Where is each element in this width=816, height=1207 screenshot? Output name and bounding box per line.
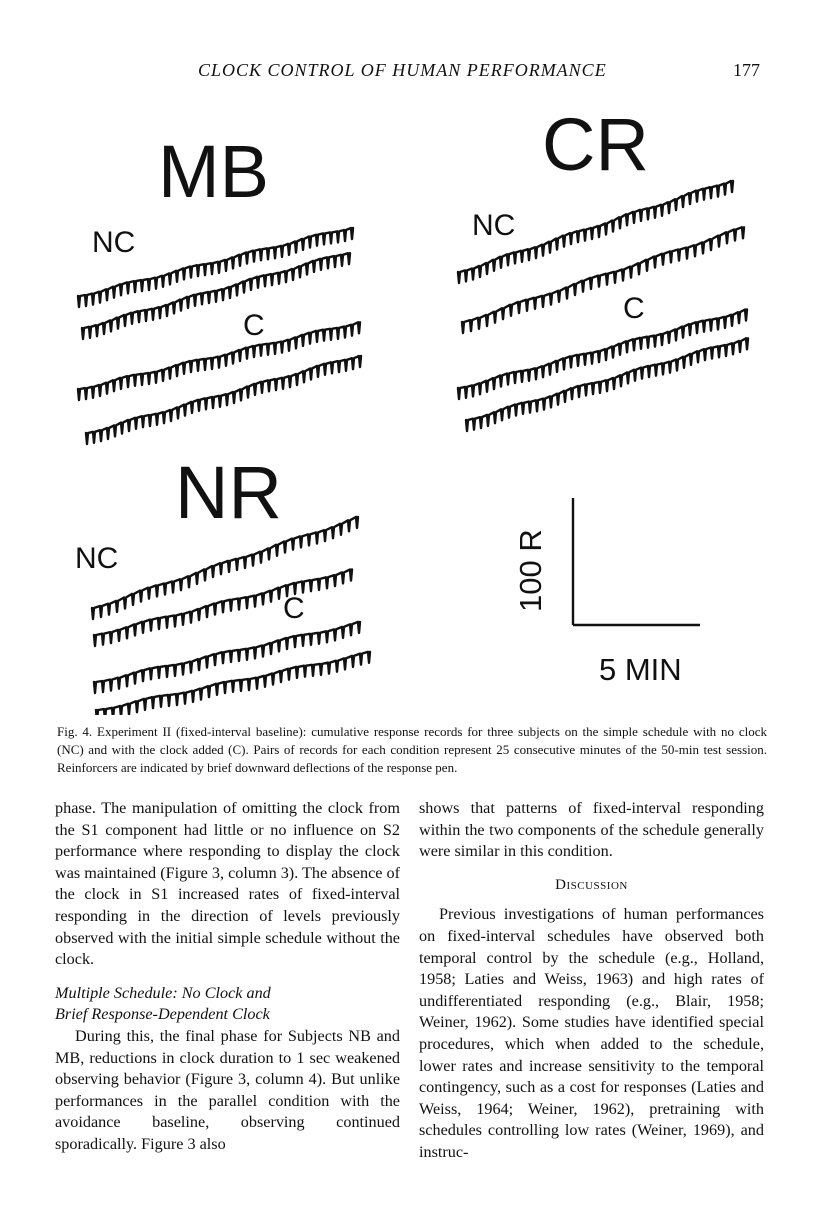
- scale-vertical-label: 100 R: [513, 529, 548, 612]
- mb-c-record-1: [78, 322, 360, 400]
- running-head: [0, 60, 816, 86]
- mb-nc-label: NC: [92, 226, 136, 259]
- right-paragraph-2: Previous investigations of human performances on fixed-interval schedules have observed both temporal control by the schedule (e.g., Holland, 1958; Laties and Weiss, 1963) and high rates of undifferentiated responding (e.g., Blair, 1958; Weiner, 1962). Some studies have identified special procedures, which when added to the schedule, lower rates and increase sensitivity to the temporal contingency, such as a cost for responses (Laties and Weiss, 1964; Weiner, 1962), pretraining with schedules controlling low rates (Weiner, 1969), and instruc-: [419, 905, 764, 1161]
- running-title: CLOCK CONTROL OF HUMAN PERFORMANCE: [198, 60, 607, 80]
- cumulative-records: [78, 181, 748, 715]
- left-column: [55, 798, 400, 1156]
- scale-horizontal-label: 5 MIN: [599, 652, 682, 687]
- nr-c-label: C: [283, 592, 305, 625]
- cr-nc-label: NC: [472, 209, 516, 242]
- panel-label-nr: NR: [175, 451, 282, 534]
- left-paragraph-2: During this, the final phase for Subjects NB and MB, reductions in clock duration to 1 sec weakened observing behavior (Figure 3, column 4). But unlike performances in the parallel condition with the avoidance baseline, observing continued sporadically. Figure 3 also: [55, 1026, 400, 1153]
- right-paragraph-1: shows that patterns of fixed-interval responding within the two components of the schedule generally were similar in this condition.: [419, 799, 764, 861]
- nr-nc-label: NC: [75, 542, 119, 575]
- page-number: 177: [733, 60, 760, 80]
- mb-c-label: C: [243, 309, 265, 342]
- mb-c-record-2: [86, 356, 361, 444]
- section-heading-discussion: Discussion: [555, 876, 628, 893]
- left-paragraph-1: phase. The manipulation of omitting the clock from the S1 component had little or no influence on S2 performance where responding to display the clock was maintained (Figure 3, column 3). The absence of the clock in S1 increased rates of fixed-interval responding in the direction of levels previously observed with the initial simple schedule without the clock.: [55, 799, 400, 969]
- right-column: [419, 798, 764, 1164]
- cr-nc-record-2: [462, 227, 744, 333]
- nr-c-record-2: [96, 652, 370, 715]
- cr-c-label: C: [623, 292, 645, 325]
- subsection-heading-line-1: Multiple Schedule: No Clock and: [55, 983, 271, 1002]
- panel-label-mb: MB: [158, 130, 269, 213]
- subsection-heading-line-2: Brief Response-Dependent Clock: [55, 1005, 270, 1024]
- figure-4: [0, 100, 816, 715]
- panel-label-cr: CR: [542, 103, 649, 186]
- figure-caption: Fig. 4. Experiment II (fixed-interval baseline): cumulative response records for three subjects on the simple schedule with no clock (NC) and with the clock added (C). Pairs of records for each condition represent 25 consecutive minutes of the 50-min test session. Reinforcers are indicated by brief downward deflections of the response pen.: [57, 724, 767, 775]
- mb-nc-record-2: [82, 253, 350, 339]
